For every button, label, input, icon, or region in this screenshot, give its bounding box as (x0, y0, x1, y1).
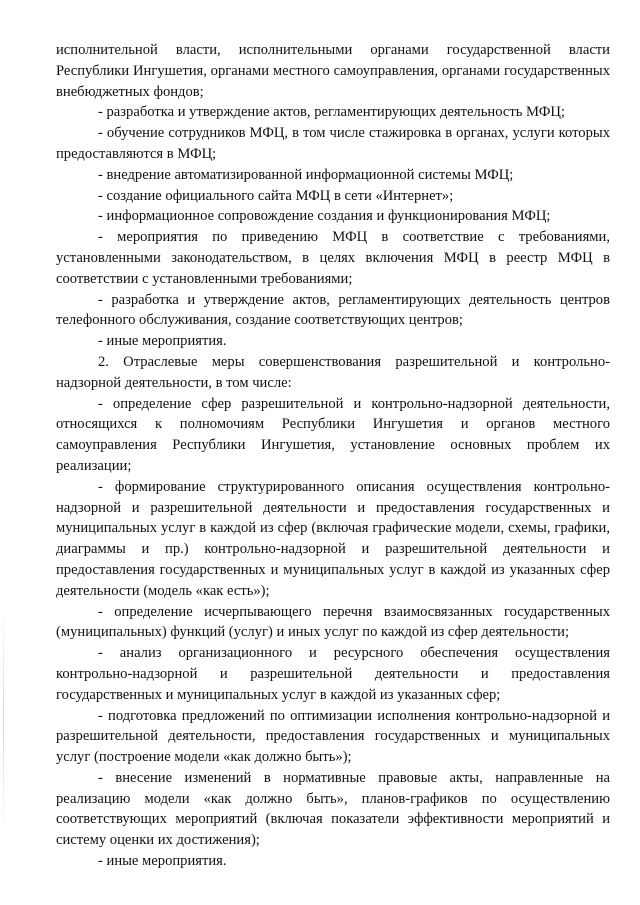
list-item: - внедрение автоматизированной информационной системы МФЦ; (98, 166, 514, 183)
list-item: - обучение сотрудников МФЦ, в том числе стажировка в органах, услуги которых предоставляются в МФЦ; (56, 125, 610, 162)
list-item: - анализ организационного и ресурсного обеспечения осуществления контрольно-надзорной и разрешительной деятельности и предоставления государственных и муниципальных услуг в каждой из указанных сфер; (56, 645, 610, 703)
list-item: - мероприятия по приведению МФЦ в соответствие с требованиями, установленными законодательством, в целях включения МФЦ в реестр МФЦ в соответствии с установленными требованиями; (56, 229, 610, 287)
list-item: - подготовка предложений по оптимизации исполнения контрольно-надзорной и разрешительной деятельности, предоставления государственных и муниципальных услуг (построение модели «как должно быть»); (56, 707, 610, 766)
list-item: - определение сфер разрешительной и контрольно-надзорной деятельности, относящихся к полномочиям Республики Ингушетия и органов местного самоуправления Республики Ингушетия, установление основных проблем их реализации; (56, 395, 610, 474)
list-item: - определение исчерпывающего перечня взаимосвязанных государственных (муниципальных) функций (услуг) и иных услуг по каждой из сфер деятельности; (56, 603, 610, 641)
list-item: - внесение изменений в нормативные правовые акты, направленные на реализацию модели «как должно быть», планов-графиков по осуществлению соответствующих мероприятий (включая показатели эффективности мероприятий и систему оценки их достижения); (56, 769, 610, 849)
list-item: - информационное сопровождение создания и функционирования МФЦ; (98, 208, 551, 225)
document-page (56, 40, 610, 872)
list-item: - разработка и утверждение актов, регламентирующих деятельность центров телефонного обслуживания, создание соответствующих центров; (56, 291, 610, 329)
list-item: - разработка и утверждение актов, регламентирующих деятельность МФЦ; (98, 104, 565, 121)
section-heading-paragraph: 2. Отраслевые меры совершенствования разрешительной и контрольно-надзорной деятельности, в том числе: (56, 353, 610, 391)
scan-edge-shadow (3, 600, 4, 840)
continued-paragraph: исполнительной власти, исполнительными органами государственной власти Республики Ингушетия, органами местного самоуправления, органами государственных внебюджетных фондов; (56, 42, 610, 100)
list-item: - иные мероприятия. (98, 853, 227, 870)
list-item: - иные мероприятия. (98, 333, 227, 350)
list-item: - формирование структурированного описания осуществления контрольно-надзорной и разрешительной деятельности и предоставления государственных и муниципальных услуг в каждой из сфер (включая графические модели, схемы, графики, диаграммы и пр.) контрольно-надзорной и разрешительной деятельности и предоставления государственных и муниципальных услуг в каждой из указанных сфер деятельности (модель «как есть»); (56, 478, 610, 599)
list-item: - создание официального сайта МФЦ в сети «Интернет»; (98, 187, 454, 204)
